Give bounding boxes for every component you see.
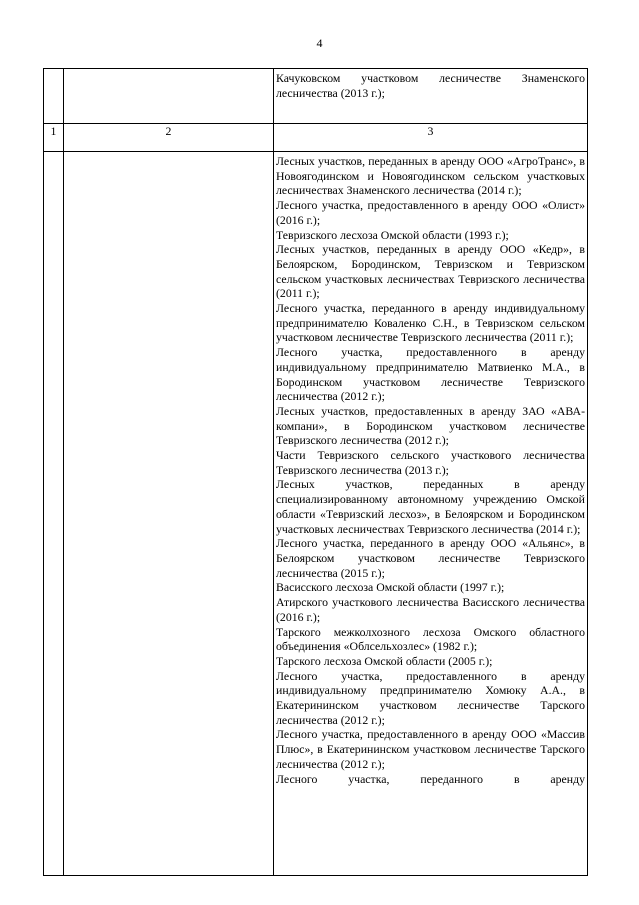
list-item: Атирского участкового лесничества Васисского лесничества (2016 г.); <box>276 595 585 624</box>
list-item: Лесного участка, переданного в аренду <box>276 771 585 786</box>
list-item: Лесных участков, предоставленных в аренду ЗАО «АВА-компани», в Бородинском участковом лесничестве Тевризского лесничества (2012 г.); <box>276 403 585 448</box>
cell-col2 <box>64 152 274 876</box>
list-item: Тарского межколхозного лесхоза Омского областного объединения «Облсельхозлес» (1982 г.); <box>276 624 585 654</box>
list-item: Васисского лесхоза Омской области (1997 г.); <box>276 580 505 595</box>
list-item: Лесного участка, переданного в аренду ООО «Альянс», в Белоярском участковом лесничестве Тевризского лесничества (2015 г.); <box>276 536 585 580</box>
list-item: Лесных участков, переданных в аренду специализированному автономному учреждению Омской области «Тевризский лесхоз», в Белоярском и Бородинском участковых лесничествах Тевризского лесничества (2014 г.); <box>276 477 585 536</box>
page-number: 4 <box>316 36 323 50</box>
list-item: Лесного участка, предоставленного в аренду ООО «Олист» (2016 г.); <box>276 198 585 227</box>
list-item: Лесного участка, предоставленного в аренду индивидуальному предпринимателю Хомюку А.А., в Екатерининском участковом лесничестве Тарского лесничества (2012 г.); <box>276 668 585 727</box>
list-item: Лесных участков, переданных в аренду ООО «АгроТранс», в Новоягодинском и Новоягодинском сельском участковых лесничествах Знаменского лесничества (2014 г.); <box>276 154 585 198</box>
list-item: Тарского лесхоза Омской области (2005 г.); <box>276 653 493 668</box>
continuation-text: Качуковском участковом лесничестве Знаменского лесничества (2013 г.); <box>276 71 585 100</box>
cell-col1 <box>44 69 64 124</box>
table-row-continuation <box>44 69 588 124</box>
list-item: Лесного участка, переданного в аренду индивидуальному предпринимателю Коваленко С.Н., в Тевризском сельском участковом лесничестве Тевризского лесничества (2011 г.); <box>276 301 585 345</box>
cell-col2 <box>64 69 274 124</box>
header-col2: 2 <box>64 124 274 152</box>
table-row-main <box>44 152 588 876</box>
table-header-row <box>44 124 588 152</box>
header-col3: 3 <box>274 124 588 152</box>
list-item: Тевризского лесхоза Омской области (1993 г.); <box>276 227 509 242</box>
entries-list <box>274 152 587 786</box>
list-item: Лесного участка, предоставленного в аренду ООО «Массив Плюс», в Екатерининском участковом лесничестве Тарского лесничества (2012 г.); <box>276 727 585 771</box>
list-item: Лесных участков, переданных в аренду ООО «Кедр», в Белоярском, Бородинском, Тевризском и Тевризском сельском участковых лесничествах Тевризского лесничества (2011 г.); <box>276 242 585 301</box>
cell-col1 <box>44 152 64 876</box>
header-col1: 1 <box>44 124 64 152</box>
list-item: Части Тевризского сельского участкового лесничества Тевризского лесничества (2013 г.); <box>276 448 585 477</box>
list-item: Лесного участка, предоставленного в аренду индивидуальному предпринимателю Матвиенко М.А., в Бородинском участковом лесничестве Тевризского лесничества (2012 г.); <box>276 345 585 404</box>
cell-col3 <box>274 152 588 876</box>
document-table <box>43 68 588 876</box>
cell-col3 <box>274 69 588 124</box>
